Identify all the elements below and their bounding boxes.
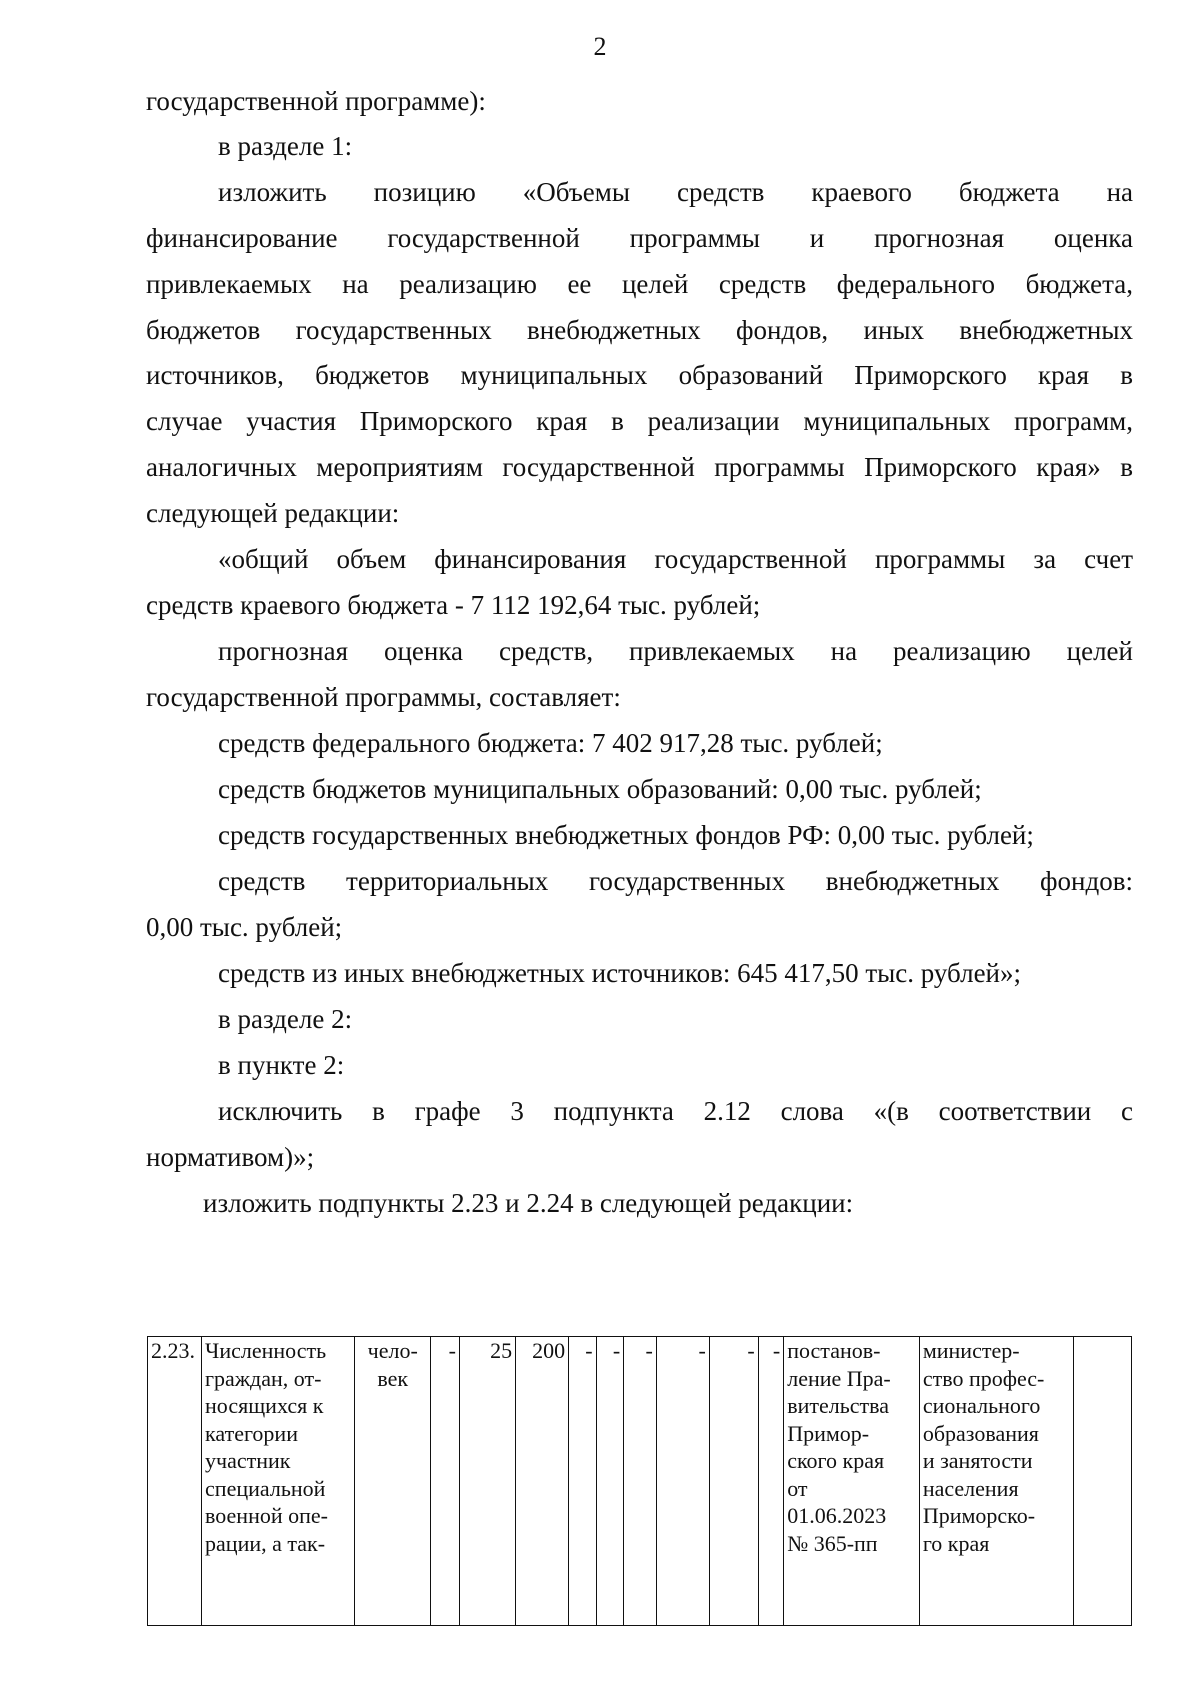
- word: средств: [676, 177, 765, 207]
- text-line: финансирование государственной программы и прогнозная оценка: [146, 223, 1133, 253]
- word: на: [1106, 177, 1133, 207]
- text-line: в пункте 2:: [218, 1050, 345, 1080]
- text-line: прогнозная оценка средств, привлекаемых на реализацию целей: [218, 636, 1133, 666]
- cell-value: -: [569, 1337, 597, 1626]
- cell-value: -: [656, 1337, 709, 1626]
- text-line: бюджетов государственных внебюджетных фондов, иных внебюджетных: [146, 315, 1133, 345]
- cell-legal-basis: постанов- ление Пра- вительства Примор- ского края от 01.06.2023 № 365-пп: [784, 1337, 920, 1626]
- word: бюджета: [958, 177, 1060, 207]
- text-line: «общий объем финансирования государственной программы за счет: [218, 544, 1133, 574]
- cell-indicator-name: Численность граждан, от- носящихся к категории участник специальной военной опе- рации, а так-: [202, 1337, 355, 1626]
- text-line: в разделе 2:: [218, 1004, 353, 1034]
- cell-empty: [1073, 1337, 1131, 1626]
- cell-value: 25: [460, 1337, 516, 1626]
- subitems-table: [147, 1336, 1132, 1626]
- text-line: привлекаемых на реализацию ее целей средств федерального бюджета,: [146, 269, 1133, 299]
- cell-value: -: [709, 1337, 758, 1626]
- word: изложить: [218, 177, 327, 207]
- page-number: 2: [593, 32, 607, 61]
- cell-number: 2.23.: [148, 1337, 202, 1626]
- text-line: в разделе 1:: [218, 131, 353, 161]
- text-line: источников, бюджетов муниципальных образований Приморского края в: [146, 360, 1133, 390]
- text-line: средств государственных внебюджетных фондов РФ: 0,00 тыс. рублей;: [218, 820, 1034, 850]
- text-line: средств бюджетов муниципальных образований: 0,00 тыс. рублей;: [218, 774, 982, 804]
- text-line: следующей редакции:: [146, 498, 400, 528]
- text-line: средств краевого бюджета - 7 112 192,64 тыс. рублей;: [146, 590, 761, 620]
- text-line: средств из иных внебюджетных источников: 645 417,50 тыс. рублей»;: [218, 958, 1021, 988]
- word: краевого: [811, 177, 912, 207]
- cell-unit: чело- век: [354, 1337, 430, 1626]
- text-line: [218, 175, 1133, 209]
- text-line: 0,00 тыс. рублей;: [146, 912, 343, 942]
- text-line: государственной программы, составляет:: [146, 682, 621, 712]
- text-line: случае участия Приморского края в реализации муниципальных программ,: [146, 406, 1133, 436]
- text-line: нормативом)»;: [146, 1142, 315, 1172]
- cell-value: -: [431, 1337, 460, 1626]
- cell-value: 200: [516, 1337, 569, 1626]
- word: «Объемы: [522, 177, 630, 207]
- text-line: изложить подпункты 2.23 и 2.24 в следующей редакции:: [203, 1188, 854, 1218]
- text-line: исключить в графе 3 подпункта 2.12 слова «(в соответствии с: [218, 1096, 1133, 1126]
- cell-value: -: [596, 1337, 624, 1626]
- cell-responsible: министер- ство профес- сионального образования и занятости населения Приморско- го края: [919, 1337, 1073, 1626]
- cell-value: -: [624, 1337, 657, 1626]
- text-line: средств федерального бюджета: 7 402 917,28 тыс. рублей;: [218, 728, 883, 758]
- text-line: аналогичных мероприятиям государственной программы Приморского края» в: [146, 452, 1133, 482]
- word: позицию: [373, 177, 476, 207]
- table-row: [148, 1337, 1132, 1626]
- text-line: средств территориальных государственных внебюджетных фондов:: [218, 866, 1133, 896]
- text-line: государственной программе):: [146, 86, 486, 116]
- cell-value: -: [758, 1337, 783, 1626]
